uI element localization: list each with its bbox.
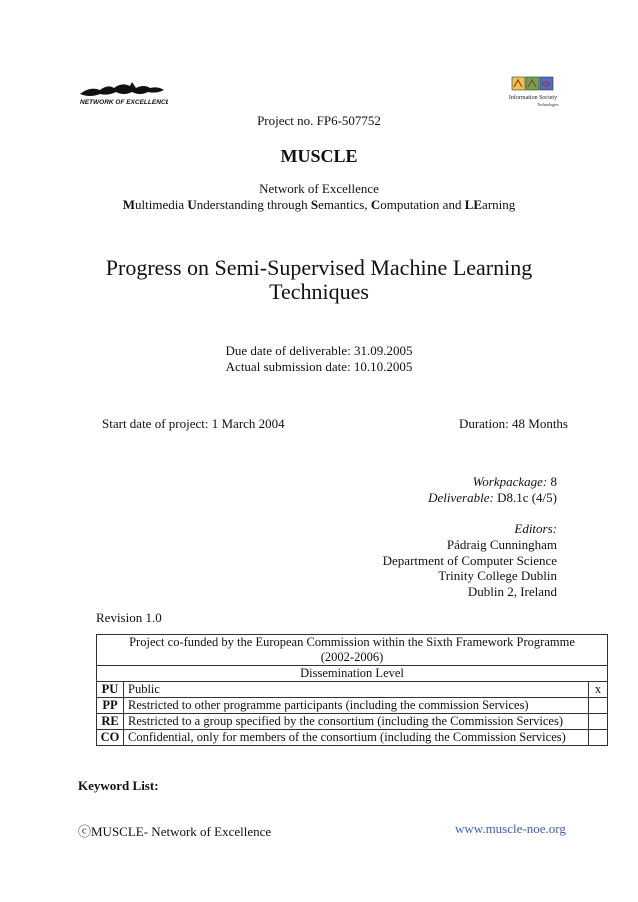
workpackage-label: Workpackage: [472, 474, 548, 489]
project-acronym: MUSCLE [280, 146, 358, 166]
funding-line-1: Project co-funded by the European Commission within the Sixth Framework Programme [129, 635, 575, 649]
subtitle-initial: M [122, 197, 136, 212]
subtitle-initial: S [310, 197, 319, 212]
level-code: PU [97, 682, 124, 698]
project-number: Project no. FP6-507752 [257, 113, 381, 128]
level-code: RE [97, 714, 124, 730]
project-full-name [0, 197, 638, 213]
editor-name: Pádraig Cunningham [446, 537, 557, 552]
table-row [97, 698, 608, 714]
keyword-list-label: Keyword List: [78, 778, 159, 793]
level-mark [589, 714, 608, 730]
level-description: Restricted to other programme participants (including the commission Services) [124, 698, 589, 714]
editor-institution: Trinity College Dublin [438, 568, 557, 583]
table-row [97, 730, 608, 746]
document-title [0, 256, 638, 304]
logo-caption-2: Technologies [537, 102, 559, 107]
funding-line-2: (2002-2006) [320, 650, 384, 664]
subtitle-rest: arning [482, 197, 516, 212]
revision: Revision 1.0 [96, 610, 162, 625]
level-code: CO [97, 730, 124, 746]
deliverable-id [300, 490, 557, 506]
funding-cell [97, 635, 608, 666]
table-row [97, 666, 608, 682]
table-row [97, 635, 608, 666]
workpackage [300, 474, 557, 490]
subtitle-rest: nderstanding through [196, 197, 311, 212]
muscle-logo-graphic [78, 76, 168, 106]
table-row [97, 714, 608, 730]
subtitle-rest: ultimedia [135, 197, 188, 212]
subtitle-initial: C [370, 197, 381, 212]
subtitle-rest: omputation and [380, 197, 465, 212]
level-mark [589, 698, 608, 714]
network-label: Network of Excellence [259, 181, 379, 196]
level-mark [589, 730, 608, 746]
deliverable-value: D8.1c (4/5) [493, 490, 557, 505]
project-duration: Duration: 48 Months [458, 416, 568, 431]
table-row [97, 682, 608, 698]
logo-tagline: NETWORK OF EXCELLENCE [80, 99, 168, 106]
editor-address: Dublin 2, Ireland [467, 584, 557, 599]
logo-caption-1: Information Society [508, 95, 558, 101]
title-line-1: Progress on Semi-Supervised Machine Learning [105, 255, 533, 280]
level-description: Confidential, only for members of the consortium (including the Commission Services) [124, 730, 589, 746]
level-description: Restricted to a group specified by the consortium (including the Commission Services) [124, 714, 589, 730]
editor-department: Department of Computer Science [382, 553, 557, 568]
level-description: Public [124, 682, 589, 698]
level-code: PP [97, 698, 124, 714]
start-date: Start date of project: 1 March 2004 [102, 416, 285, 431]
dissemination-table [96, 634, 608, 746]
deliverable-label: Deliverable: [428, 490, 494, 505]
ist-logo [502, 76, 564, 110]
subtitle-initial: U [187, 197, 197, 212]
level-mark: x [589, 682, 608, 698]
submission-date: Actual submission date: 10.10.2005 [225, 359, 413, 374]
footer-website-link[interactable]: www.muscle-noe.org [455, 821, 566, 836]
muscle-logo [78, 76, 168, 106]
title-line-2: Techniques [269, 279, 369, 304]
workpackage-value: 8 [547, 474, 557, 489]
subtitle-initial: LE [464, 197, 483, 212]
footer-copyright: ⓒMUSCLE- Network of Excellence [78, 824, 272, 839]
due-date: Due date of deliverable: 31.09.2005 [225, 343, 413, 358]
subtitle-rest: emantics, [318, 197, 371, 212]
ist-logo-graphic [502, 76, 564, 110]
editors-label: Editors: [514, 521, 557, 536]
dissemination-level-header: Dissemination Level [97, 666, 608, 682]
